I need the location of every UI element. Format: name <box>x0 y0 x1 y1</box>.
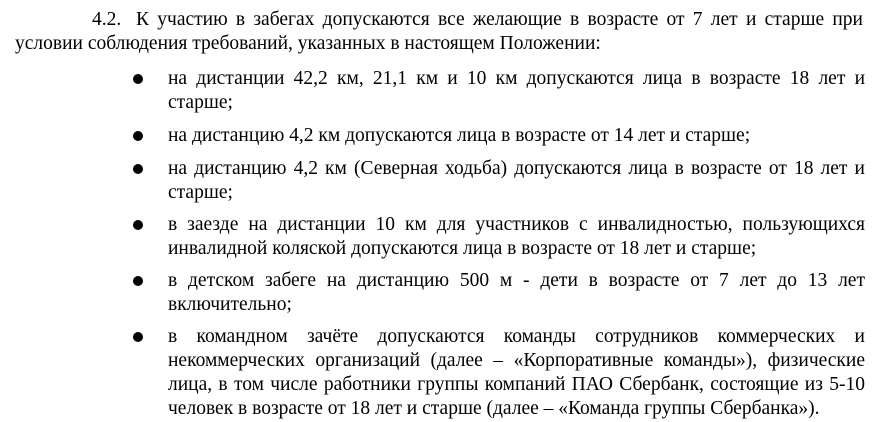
bullet-marker <box>133 131 143 141</box>
bullet-4-line-2: инвалидной коляской допускаются лица в возрасте от 18 лет и старше; <box>168 238 757 259</box>
bullet-marker <box>133 276 143 286</box>
bullet-marker <box>133 164 143 174</box>
bullet-1-line-1: на дистанции 42,2 км, 21,1 км и 10 км допускаются лица в возрасте 18 лет и <box>168 68 865 89</box>
bullet-3-line-2: старше; <box>168 182 233 203</box>
bullet-3-line-1: на дистанцию 4,2 км (Северная ходьба) допускаются лица в возрасте от 18 лет и <box>168 158 865 179</box>
bullet-1-line-2: старше; <box>168 92 233 113</box>
bullet-5-line-2: включительно; <box>168 294 292 315</box>
bullet-marker <box>133 332 143 342</box>
bullet-6-line-4: человек в возрасте от 18 лет и старше (далее – «Команда группы Сбербанка»). <box>168 398 820 419</box>
section-intro-line-2: условии соблюдения требований, указанных в настоящем Положении: <box>15 33 601 54</box>
bullet-4-line-1: в заезде на дистанции 10 км для участников с инвалидностью, пользующихся <box>168 214 865 235</box>
bullet-marker <box>133 74 143 84</box>
bullet-6-line-2: некоммерческих организаций (далее – «Корпоративные команды»), физические <box>168 350 865 371</box>
section-intro-line-1: К участию в забегах допускаются все желающие в возрасте от 7 лет и старше при <box>136 9 863 30</box>
bullet-6-line-3: лица, в том числе работники группы компаний ПАО Сбербанк, состоящие из 5-10 <box>168 374 865 395</box>
bullet-6-line-1: в командном зачёте допускаются команды сотрудников коммерческих и <box>168 326 865 347</box>
bullet-marker <box>133 220 143 230</box>
section-number: 4.2. <box>92 9 122 30</box>
bullet-2-line-1: на дистанцию 4,2 км допускаются лица в возрасте от 14 лет и старше; <box>168 125 751 146</box>
bullet-5-line-1: в детском забеге на дистанцию 500 м - дети в возрасте от 7 лет до 13 лет <box>168 270 865 291</box>
